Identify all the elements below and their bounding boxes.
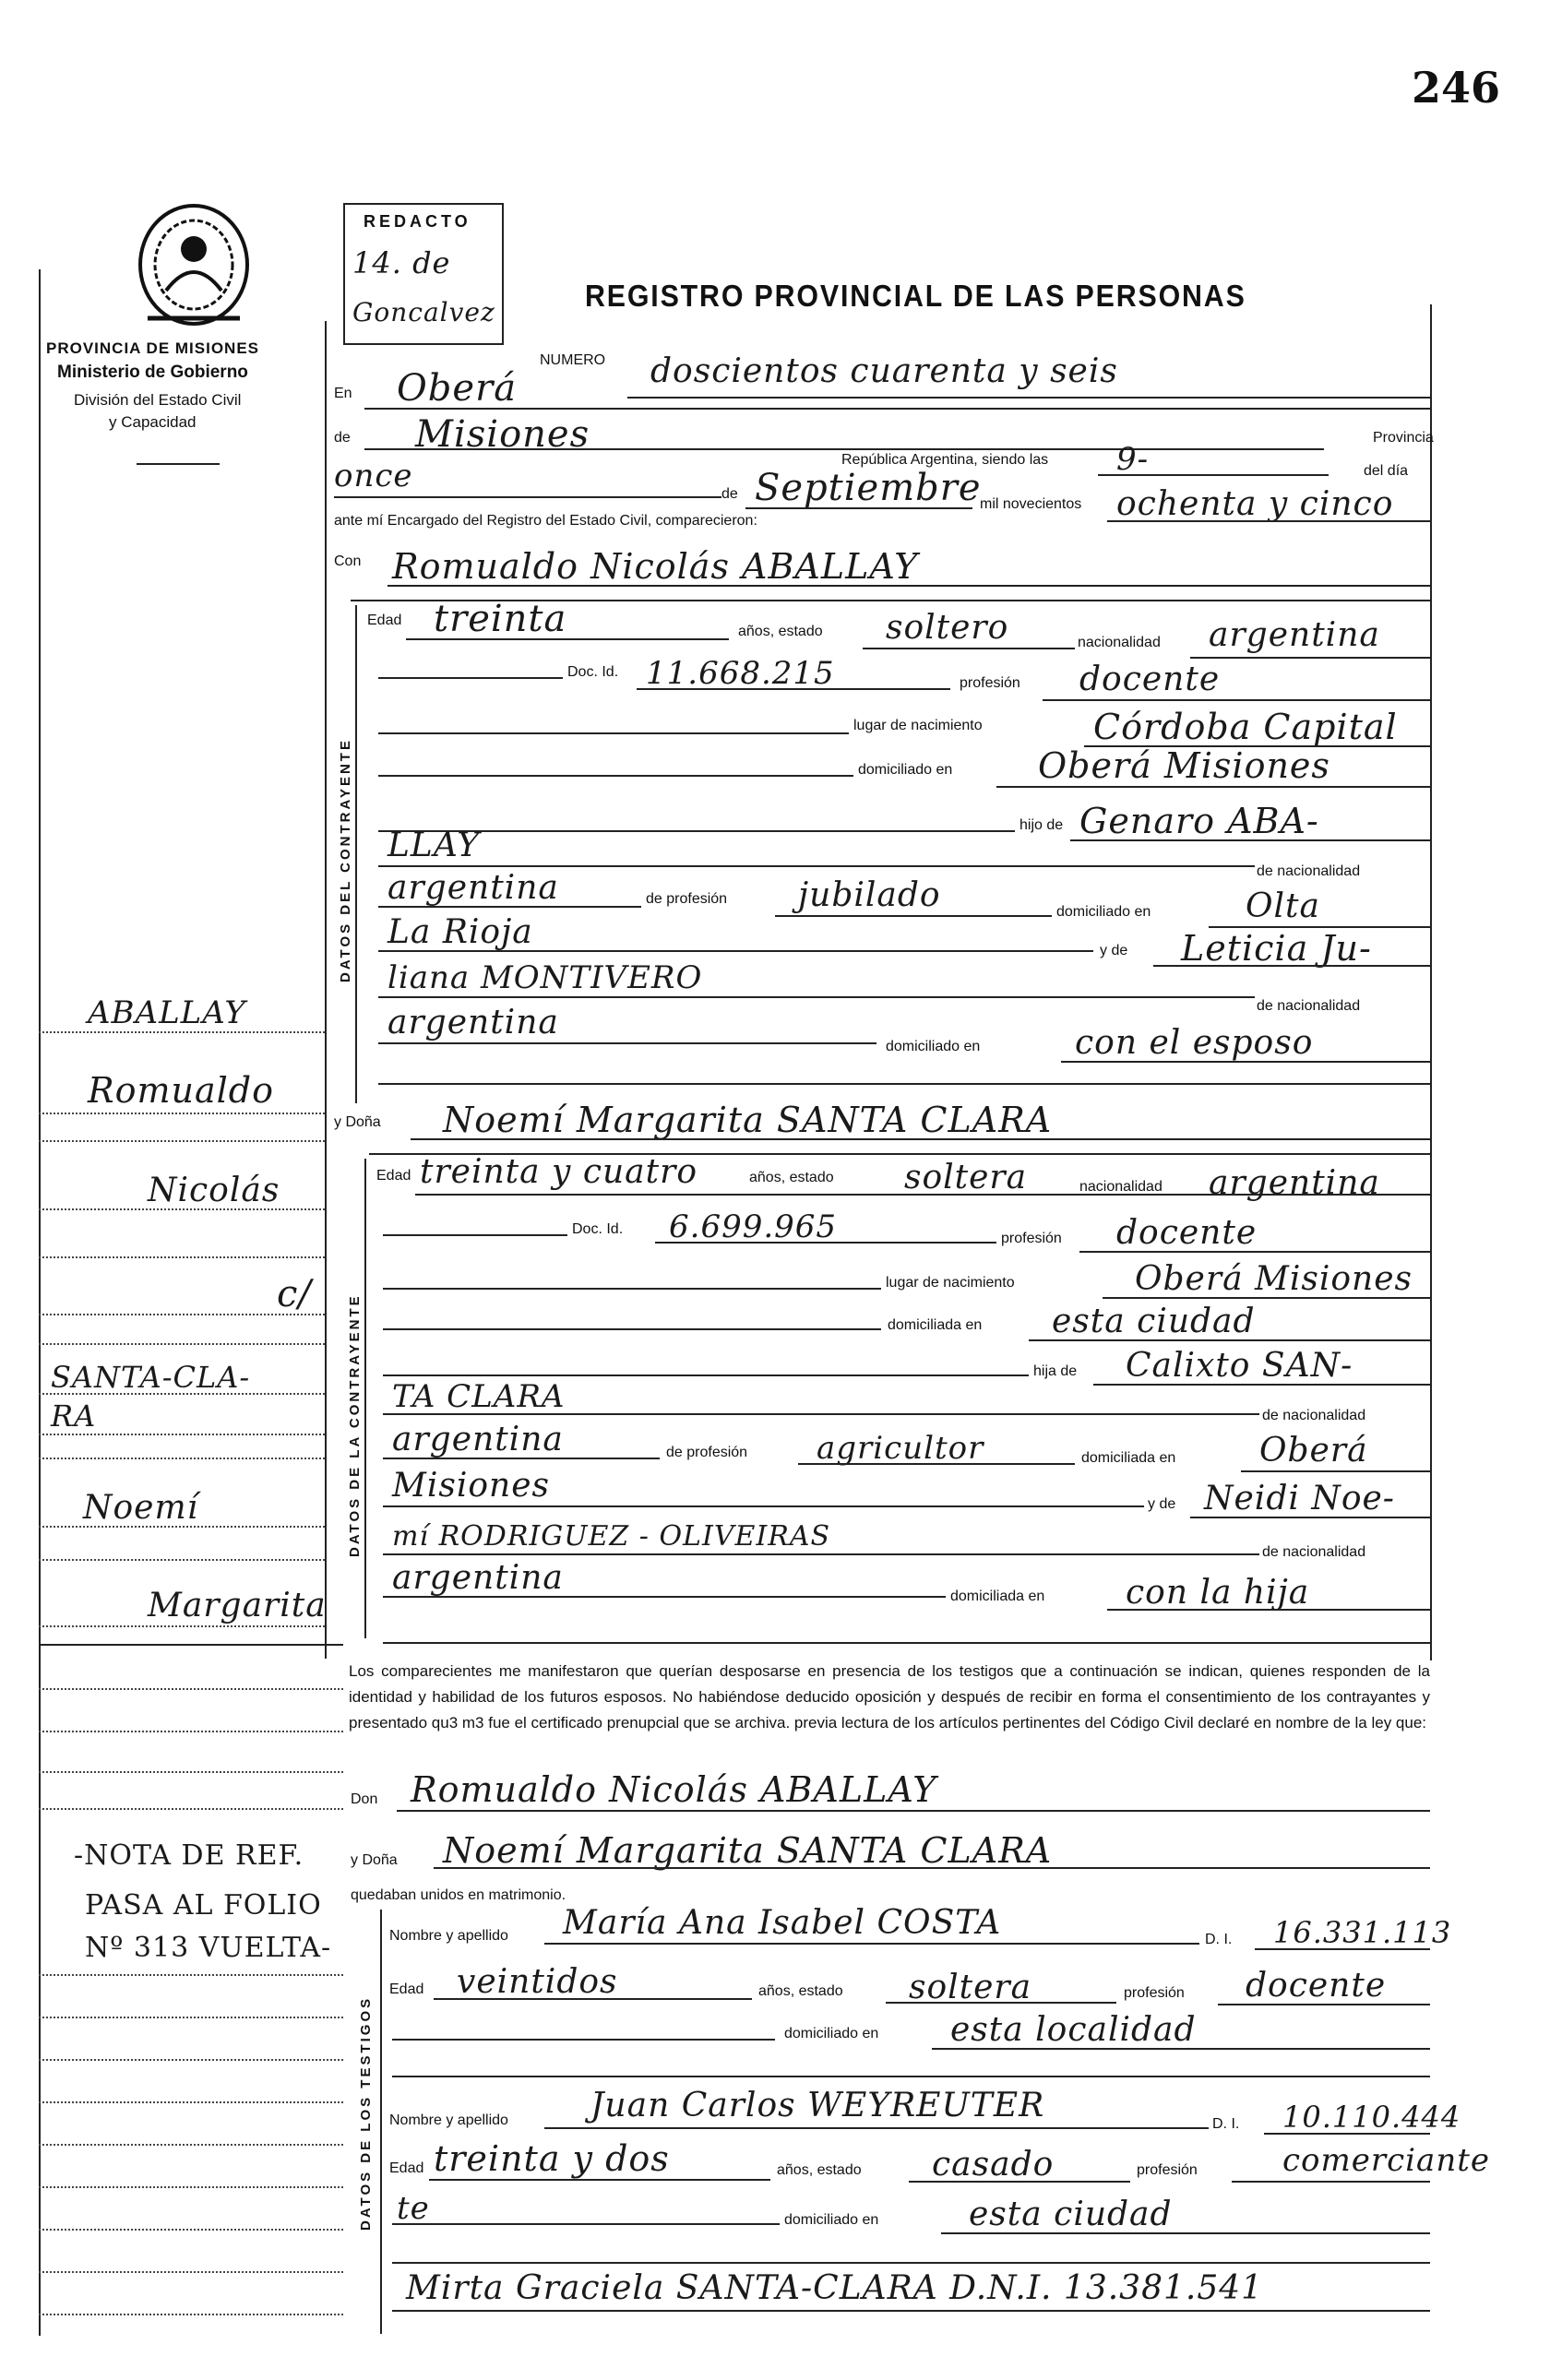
redacto-label: REDACTO (364, 212, 471, 231)
f-nacionalidad-label: nacionalidad (1079, 1179, 1163, 1195)
t1-edad: veintidos (457, 1963, 618, 2001)
t2-prof: comerciante (1282, 2142, 1490, 2179)
dia-value: once (334, 458, 413, 494)
margin-n1: Romualdo (88, 1070, 275, 1111)
margin-s1: SANTA-CLA- (51, 1360, 251, 1395)
t1-domicilio-label: domiciliado en (784, 2026, 879, 2041)
f-padre-cont: TA CLARA (392, 1378, 566, 1415)
t2-di-label: D. I. (1212, 2116, 1240, 2132)
c-edad-label: Edad (367, 613, 402, 628)
c-de-nacionalidad-label: de nacionalidad (1257, 863, 1361, 879)
t2-edad: treinta y dos (434, 2138, 670, 2179)
c-edad: treinta (434, 598, 567, 640)
f-padre-dom-cont: Misiones (392, 1467, 551, 1505)
republica-label: República Argentina, siendo las (841, 452, 1049, 468)
t2-nombre: Juan Carlos WEYREUTER (590, 2087, 1045, 2124)
decl-dona: Noemí Margarita SANTA CLARA (443, 1830, 1053, 1871)
mil-label: mil novecientos (980, 496, 1082, 512)
c-nacionalidad: argentina (1209, 616, 1380, 654)
f-edad: treinta y cuatro (420, 1153, 698, 1191)
c-profesion-label: profesión (960, 675, 1020, 691)
t1-nombre: María Ana Isabel COSTA (563, 1904, 1002, 1942)
del-dia-label: del día (1364, 463, 1409, 479)
margin-apellido: ABALLAY (88, 994, 246, 1031)
t2-nombre-label: Nombre y apellido (389, 2112, 508, 2128)
t1-anios-estado-label: años, estado (758, 1983, 843, 1999)
dona-label: y Doña (334, 1114, 381, 1130)
f-hija-label: hija de (1033, 1363, 1078, 1379)
numero-label: NUMERO (540, 352, 606, 368)
f-madre-de-nacionalidad-label: de nacionalidad (1262, 1544, 1366, 1560)
declaration-text: Los comparecientes me manifestaron que querían desposarse en presencia de los testigos que a continuación se indican, quienes responden de la identidad y habilidad de los futuros esposos. No habiéndose deducido oposición y después de recibir en forma el consentimiento de los contrayantes y presentado qu3 m3 fue el certificado prenupcial que se archiva. previa lectura de los artículos pertinentes del Código Civil declaré en nombre de la ley que: (349, 1662, 1430, 1731)
t1-estado: soltera (909, 1969, 1032, 2006)
t2-estado: casado (932, 2146, 1055, 2184)
c-domicilio: Oberá Misiones (1038, 745, 1330, 786)
provincia-label: Provincia (1373, 430, 1434, 446)
f-madre-cont: mí RODRIGUEZ - OLIVEIRAS (392, 1520, 831, 1553)
c-hijo-label: hijo de (1019, 817, 1064, 833)
f-madre-dom-label: domiciliada en (950, 1589, 1045, 1604)
c-padre-dom-cont: La Rioja (388, 913, 533, 951)
de-mes-label: de (721, 486, 738, 502)
de-value: Misiones (415, 413, 590, 456)
c-madre-de-nacionalidad-label: de nacionalidad (1257, 998, 1361, 1014)
division-label-1: División del Estado Civil (74, 391, 242, 409)
t2-profesion-label: profesión (1137, 2162, 1198, 2178)
f-anios-estado-label: años, estado (749, 1170, 834, 1185)
dona-nombre: Noemí Margarita SANTA CLARA (443, 1100, 1053, 1140)
margin-nota-3: Nº 313 VUELTA- (85, 1932, 332, 1964)
c-anios-estado-label: años, estado (738, 624, 823, 639)
numero-value: doscientos cuarenta y seis (650, 352, 1118, 390)
margin-n4: Margarita (148, 1587, 327, 1624)
contrayenta-section-label: DATOS DE LA CONTRAYENTE (347, 1293, 363, 1557)
f-madre-dom: con la hija (1126, 1574, 1310, 1612)
f-lugar: Oberá Misiones (1135, 1260, 1413, 1298)
t2-dom: esta ciudad (969, 2196, 1173, 2233)
c-madre: Leticia Ju- (1181, 928, 1372, 969)
mes-value: Septiembre (755, 467, 982, 509)
f-profesion-label: profesión (1001, 1231, 1062, 1246)
page-number: 246 (1412, 63, 1501, 113)
decl-don: Romualdo Nicolás ABALLAY (411, 1769, 937, 1810)
anio-value: ochenta y cinco (1116, 485, 1394, 523)
c-estado: soltero (886, 609, 1009, 647)
c-profesion: docente (1079, 660, 1221, 698)
ante-label: ante mí Encargado del Registro del Estado Civil, comparecieron: (334, 513, 757, 529)
f-lugar-label: lugar de nacimiento (886, 1275, 1015, 1291)
c-domicilio-label: domiciliado en (858, 762, 953, 778)
c-madre-nac: argentina (388, 1004, 559, 1041)
t1-edad-label: Edad (389, 1981, 424, 1997)
c-madre-dom: con el esposo (1075, 1024, 1314, 1062)
c-nacionalidad-label: nacionalidad (1078, 635, 1161, 650)
t1-nombre-label: Nombre y apellido (389, 1928, 508, 1944)
f-padre-dom: Oberá (1259, 1432, 1368, 1470)
en-value: Oberá (397, 367, 518, 410)
f-domicilio-label: domiciliada en (888, 1317, 983, 1333)
c-lugar-label: lugar de nacimiento (853, 718, 983, 733)
province-label: PROVINCIA DE MISIONES (46, 339, 260, 357)
left-border (39, 269, 41, 2336)
f-edad-label: Edad (376, 1168, 411, 1184)
c-madre-cont: liana MONTIVERO (388, 959, 703, 996)
c-padre-cont: LLAY (388, 827, 481, 864)
f-padre-prof: agricultor (817, 1430, 984, 1467)
margin-n2: Nicolás (148, 1172, 280, 1209)
c-padre-nac: argentina (388, 869, 559, 907)
f-madre-nac: argentina (392, 1559, 564, 1597)
c-doc: 11.668.215 (646, 655, 835, 692)
t1-di-label: D. I. (1205, 1932, 1233, 1947)
hora-value: 9- (1116, 441, 1150, 478)
t1-prof: docente (1246, 1967, 1387, 2005)
decl-don-label: Don (351, 1791, 378, 1807)
t1-dom: esta localidad (950, 2011, 1197, 2049)
t2-domicilio-label: domiciliado en (784, 2212, 879, 2228)
t2-prof-cont: te (397, 2190, 430, 2227)
f-padre-dom-label: domiciliada en (1081, 1450, 1176, 1466)
f-y-de-label: y de (1148, 1496, 1176, 1512)
f-madre: Neidi Noe- (1204, 1480, 1395, 1517)
f-doc-label: Doc. Id. (572, 1221, 624, 1237)
f-de-profesion-label: de profesión (666, 1445, 748, 1460)
redacto-box (343, 203, 504, 345)
t1-profesion-label: profesión (1124, 1985, 1185, 2001)
f-padre: Calixto SAN- (1126, 1347, 1353, 1385)
c-de-profesion-label: de profesión (646, 891, 728, 907)
c-lugar: Córdoba Capital (1093, 707, 1398, 747)
redacto-hw-1: 14. de (352, 245, 451, 280)
f-de-nacionalidad-label: de nacionalidad (1262, 1408, 1366, 1423)
c-padre-dom-label: domiciliado en (1056, 904, 1151, 920)
f-estado: soltera (904, 1159, 1028, 1196)
contrayente-section-label: DATOS DEL CONTRAYENTE (338, 738, 353, 982)
con-label: Con (334, 553, 362, 569)
c-padre-dom: Olta (1246, 887, 1320, 925)
margin-nota-2: PASA AL FOLIO (85, 1889, 322, 1922)
province-seal (129, 198, 258, 337)
quedaban-label: quedaban unidos en matrimonio. (351, 1887, 566, 1903)
f-domicilio: esta ciudad (1052, 1303, 1256, 1340)
margin-c: c/ (277, 1273, 312, 1315)
f-padre-nac: argentina (392, 1421, 564, 1458)
c-y-de-label: y de (1100, 943, 1128, 958)
t3-line: Mirta Graciela SANTA-CLARA D.N.I. 13.381.541 (406, 2269, 1264, 2307)
margin-n3: Noemí (83, 1489, 199, 1527)
page-title: REGISTRO PROVINCIAL DE LAS PERSONAS (585, 279, 1246, 313)
c-padre-prof: jubilado (798, 876, 941, 914)
f-doc: 6.699.965 (669, 1208, 838, 1245)
f-profesion: docente (1116, 1214, 1258, 1252)
division-label-2: y Capacidad (109, 413, 197, 431)
t2-di: 10.110.444 (1282, 2100, 1461, 2135)
ministry-label: Ministerio de Gobierno (57, 363, 248, 382)
t2-edad-label: Edad (389, 2160, 424, 2176)
testigos-section-label: DATOS DE LOS TESTIGOS (358, 1995, 374, 2231)
de-label: de (334, 430, 351, 446)
margin-s2: RA (51, 1398, 97, 1434)
margin-nota-1: -NOTA DE REF. (74, 1839, 304, 1872)
decl-dona-label: y Doña (351, 1852, 398, 1868)
c-doc-label: Doc. Id. (567, 664, 619, 680)
t2-anios-estado-label: años, estado (777, 2162, 862, 2178)
con-value: Romualdo Nicolás ABALLAY (392, 546, 919, 587)
redacto-hw-2: Goncalvez (352, 297, 495, 327)
t1-di: 16.331.113 (1273, 1915, 1452, 1950)
f-nacionalidad: argentina (1209, 1164, 1380, 1202)
c-madre-dom-label: domiciliado en (886, 1039, 981, 1054)
en-label: En (334, 386, 352, 401)
c-padre: Genaro ABA- (1079, 801, 1319, 841)
